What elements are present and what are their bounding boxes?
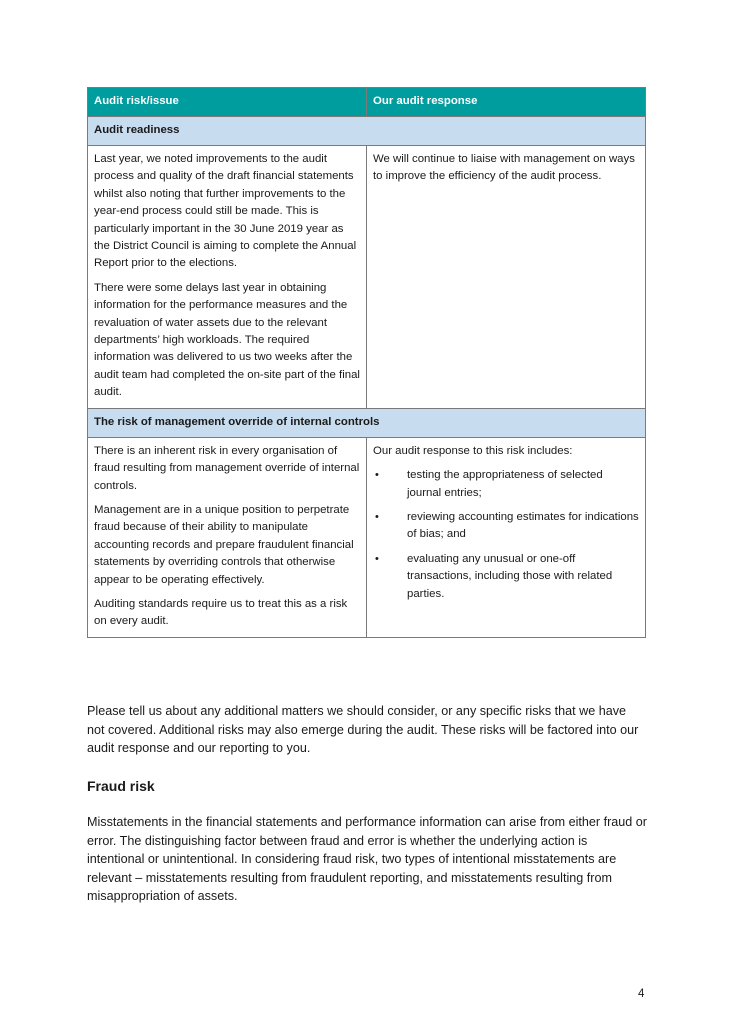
bullet-text: testing the appropriateness of selected journal entries; (407, 469, 603, 499)
risk-paragraph: Last year, we noted improvements to the audit process and quality of the draft financial statements whilst also noting that further improvements to the year-end process could still be made. This is particularly important in the 30 June 2019 year as the District Council is aiming to complete the Annual Report prior to the elections. (94, 153, 357, 270)
risk-paragraph: Auditing standards require us to treat this as a risk on every audit. (94, 597, 348, 628)
section-row-management-override (88, 408, 646, 437)
header-audit-risk: Audit risk/issue (88, 88, 367, 117)
risk-cell (88, 437, 367, 637)
header-audit-response: Our audit response (367, 88, 646, 117)
fraud-risk-paragraph: Misstatements in the financial statements and performance information can arise from either fraud or error. The distinguishing factor between fraud and error is whether the underlying action is intentional or unintentional. In considering fraud risk, two types of intentional misstatements are relevant – misstatements resulting from fraudulent reporting, and misstatements resulting from misappropriation of assets. (87, 815, 647, 903)
table-row (88, 146, 646, 409)
section-title: Audit readiness (88, 117, 646, 146)
risk-paragraph: There were some delays last year in obtaining information for the performance measures and the revaluation of water assets due to the relevant departments’ high workloads. The required information was delivered to us two weeks after the audit team had completed the on-site part of the final audit. (94, 281, 360, 399)
risk-paragraph: Management are in a unique position to perpetrate fraud because of their ability to manipulate accounting records and prepare fraudulent financial statements by overriding controls that otherwise appear to be operating effectively. (94, 503, 354, 586)
list-item (373, 509, 639, 544)
bullet-icon: • (375, 552, 379, 565)
bullet-icon: • (375, 469, 379, 482)
response-intro: Our audit response to this risk includes: (373, 444, 573, 457)
section-row-audit-readiness (88, 117, 646, 146)
bullet-icon: • (375, 510, 379, 523)
risk-cell (88, 146, 367, 409)
table-header-row (88, 88, 646, 117)
risk-paragraph: There is an inherent risk in every organisation of fraud resulting from management override of internal controls. (94, 444, 360, 492)
page-number: 4 (638, 988, 645, 1000)
section-title: The risk of management override of internal controls (88, 408, 646, 437)
audit-risk-table (87, 87, 646, 638)
list-item (373, 551, 639, 603)
response-cell (367, 146, 646, 409)
table-row (88, 437, 646, 637)
bullet-text: evaluating any unusual or one-off transactions, including those with related parties. (407, 552, 613, 600)
response-bullet-list (373, 467, 639, 603)
additional-matters-paragraph: Please tell us about any additional matters we should consider, or any specific risks that we have not covered. Additional risks may also emerge during the audit. These risks will be factored into our audit response and our reporting to you. (87, 704, 639, 755)
fraud-risk-heading: Fraud risk (87, 778, 155, 794)
list-item (373, 467, 639, 502)
response-paragraph: We will continue to liaise with management on ways to improve the efficiency of the audit process. (373, 153, 635, 183)
bullet-text: reviewing accounting estimates for indications of bias; and (407, 510, 639, 541)
response-cell (367, 437, 646, 637)
